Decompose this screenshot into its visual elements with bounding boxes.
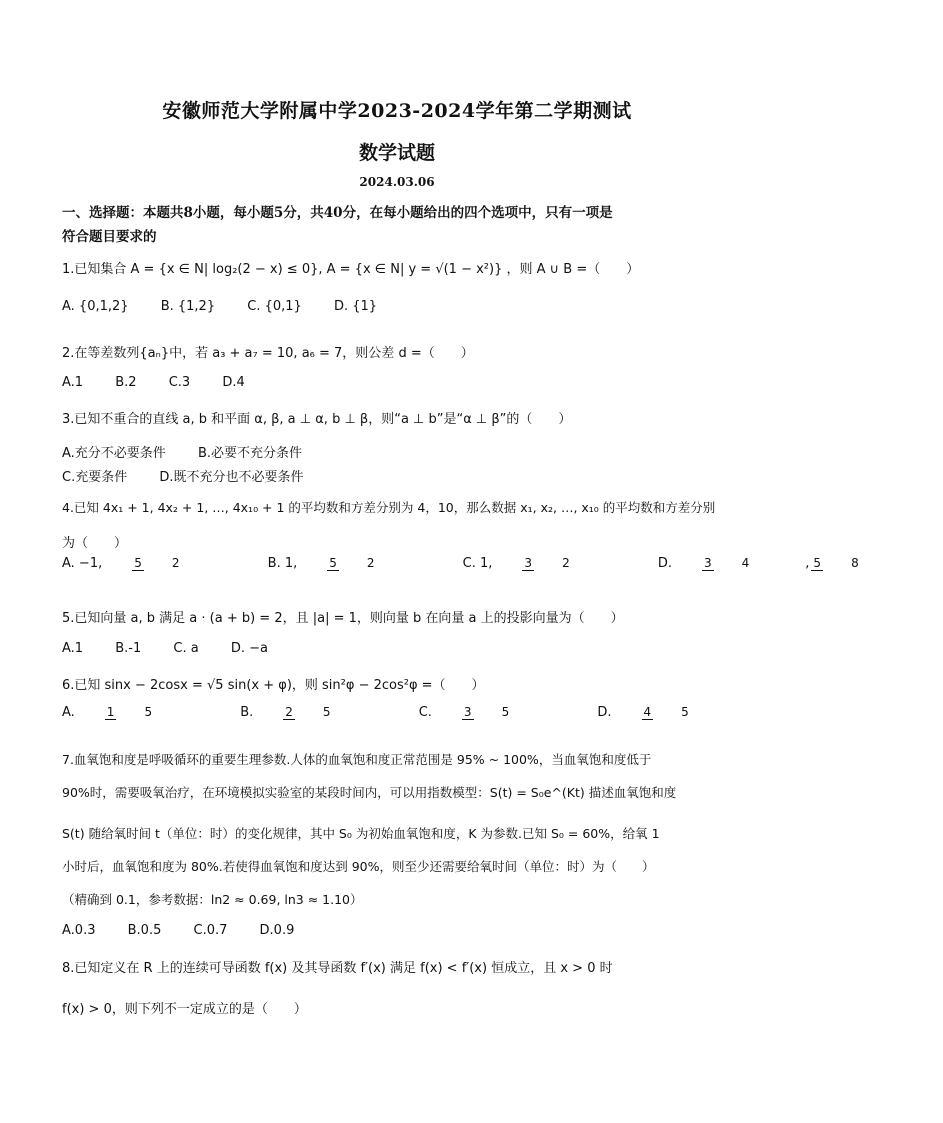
option-a: A. {0,1,2} [62,299,129,314]
question-5-stem: 5.已知向量 a, b 满足 a · (a + b) = 2，且 |a| = 1，则向量 b 在向量 a 上的投影向量为（ ） [62,611,624,626]
question-6-stem: 6.已知 sinx − 2cosx = √5 sin(x + φ)，则 sin²φ − 2cos²φ =（ ） [62,678,485,693]
question-7-line3: S(t) 随给氧时间 t（单位：时）的变化规律，其中 S₀ 为初始血氧饱和度，K 为参数.已知 S₀ = 60%，给氧 1 [62,826,660,841]
numerator: 3 [463,705,472,719]
option-label: C. 1, [462,556,493,571]
option-b: B.-1 [115,641,142,656]
section-heading: 一、选择题：本题共8小题，每小题5分，共40分，在每小题给出的四个选项中，只有一项是 [62,205,613,221]
option-label: D. [597,705,612,720]
numerator: 5 [134,556,142,570]
exam-title: 安徽师范大学附属中学2023-2024学年第二学期测试 [162,100,632,122]
exam-date: 2024.03.06 [359,175,435,189]
option-c: C. {0,1} [247,299,302,314]
numerator: 4 [643,705,652,719]
option-label: A. −1, [62,556,103,571]
option-d: D.既不充分也不必要条件 [159,470,304,485]
option-a: A.0.3 [62,923,96,938]
question-4-stem: 4.已知 4x₁ + 1, 4x₂ + 1, …, 4x₁₀ + 1 的平均数和方差分别为 4，10，那么数据 x₁, x₂, …, x₁₀ 的平均数和方差分别 [62,500,716,515]
question-2-stem: 2.在等差数列{aₙ}中，若 a₃ + a₇ = 10, a₆ = 7，则公差 d =（ ） [62,346,474,361]
option-label: D. [657,556,672,571]
question-7-line4: 小时后，血氧饱和度为 80%.若使得血氧饱和度达到 90%，则至少还需要给氧时间（单位：时）为（ ） [62,859,655,874]
denominator: 4 [741,556,750,570]
option-d: D.0.9 [259,923,295,938]
option-label: A. [62,705,75,720]
question-1-options [62,299,405,314]
fraction [283,705,358,720]
question-4-stem-cont: 为（ ） [62,536,128,551]
numerator: 3 [524,556,533,570]
fraction [702,556,777,571]
option-d [597,705,744,720]
question-4-options [62,556,943,571]
numerator: 1 [106,705,115,719]
question-7-line1: 7.血氧饱和度是呼吸循环的重要生理参数.人体的血氧饱和度正常范围是 95% ~ 100%，当血氧饱和度低于 [62,752,652,767]
question-3-stem: 3.已知不重合的直线 a, b 和平面 α, β, a ⊥ α, b ⊥ β，则“a ⊥ b”是“α ⊥ β”的（ ） [62,412,572,427]
question-7-line5: （精确到 0.1，参考数据：ln2 ≈ 0.69, ln3 ≈ 1.10） [62,892,363,907]
fraction [327,556,402,571]
numerator: 5 [813,556,822,570]
option-c: C.3 [168,375,191,390]
question-5-options [62,641,296,656]
option-b: B. {1,2} [160,299,216,314]
numerator: 5 [329,556,337,570]
option-a [62,705,208,720]
denominator: 2 [562,556,570,570]
option-b: B.必要不充分条件 [197,446,303,461]
question-7-options [62,923,322,938]
option-label: C. [418,705,432,720]
question-8-line2: f(x) > 0，则下列不一定成立的是（ ） [62,1002,307,1017]
question-3-options-row1 [62,442,330,461]
denominator: 8 [851,556,859,570]
question-6-options [62,705,773,720]
question-7-line2: 90%时，需要吸氧治疗，在环境模拟实验室的某段时间内，可以用指数模型：S(t) = S₀e^(Kt) 描述血氧饱和度 [62,785,677,800]
fraction [462,705,537,720]
question-3-options-row2 [62,466,332,485]
option-d: D.4 [222,375,245,390]
option-b: B.0.5 [127,923,162,938]
fraction [522,556,597,571]
option-a [62,556,236,571]
denominator: 5 [681,705,689,719]
exam-subtitle: 数学试题 [358,142,435,164]
option-b [268,556,431,571]
option-a: A.充分不必要条件 [62,446,166,461]
option-d: D. 3 4 , 5 8 [658,556,915,571]
numerator: 3 [704,556,712,570]
option-c: C.充要条件 [62,470,128,485]
denominator: 2 [366,556,375,570]
denominator: 5 [144,705,153,719]
fraction [642,705,717,720]
fraction [811,556,886,571]
option-c: C. a [173,641,199,656]
question-8-line1: 8.已知定义在 R 上的连续可导函数 f(x) 及其导函数 f′(x) 满足 f(x) < f′(x) 恒成立，且 x > 0 时 [62,961,613,976]
fraction [132,556,207,571]
option-b: B.2 [115,375,137,390]
option-d: D. {1} [333,299,378,314]
option-d: D. −a [230,641,268,656]
option-c [463,556,626,571]
question-1-stem: 1.已知集合 A = {x ∈ N| log₂(2 − x) ≤ 0}, A = {x ∈ N| y = √(1 − x²)} ，则 A ∪ B =（ ） [62,262,640,277]
option-label: B. [240,705,254,720]
denominator: 2 [171,556,180,570]
option-b [240,705,386,720]
section-heading-cont: 符合题目要求的 [62,229,157,245]
option-c: C.0.7 [193,923,228,938]
option-a: A.1 [62,375,84,390]
option-c [419,705,566,720]
denominator: 5 [322,705,331,719]
fraction [105,705,180,720]
option-a: A.1 [62,641,84,656]
question-2-options [62,375,273,390]
option-label: B. 1, [267,556,298,571]
denominator: 5 [501,705,510,719]
numerator: 2 [285,705,293,719]
